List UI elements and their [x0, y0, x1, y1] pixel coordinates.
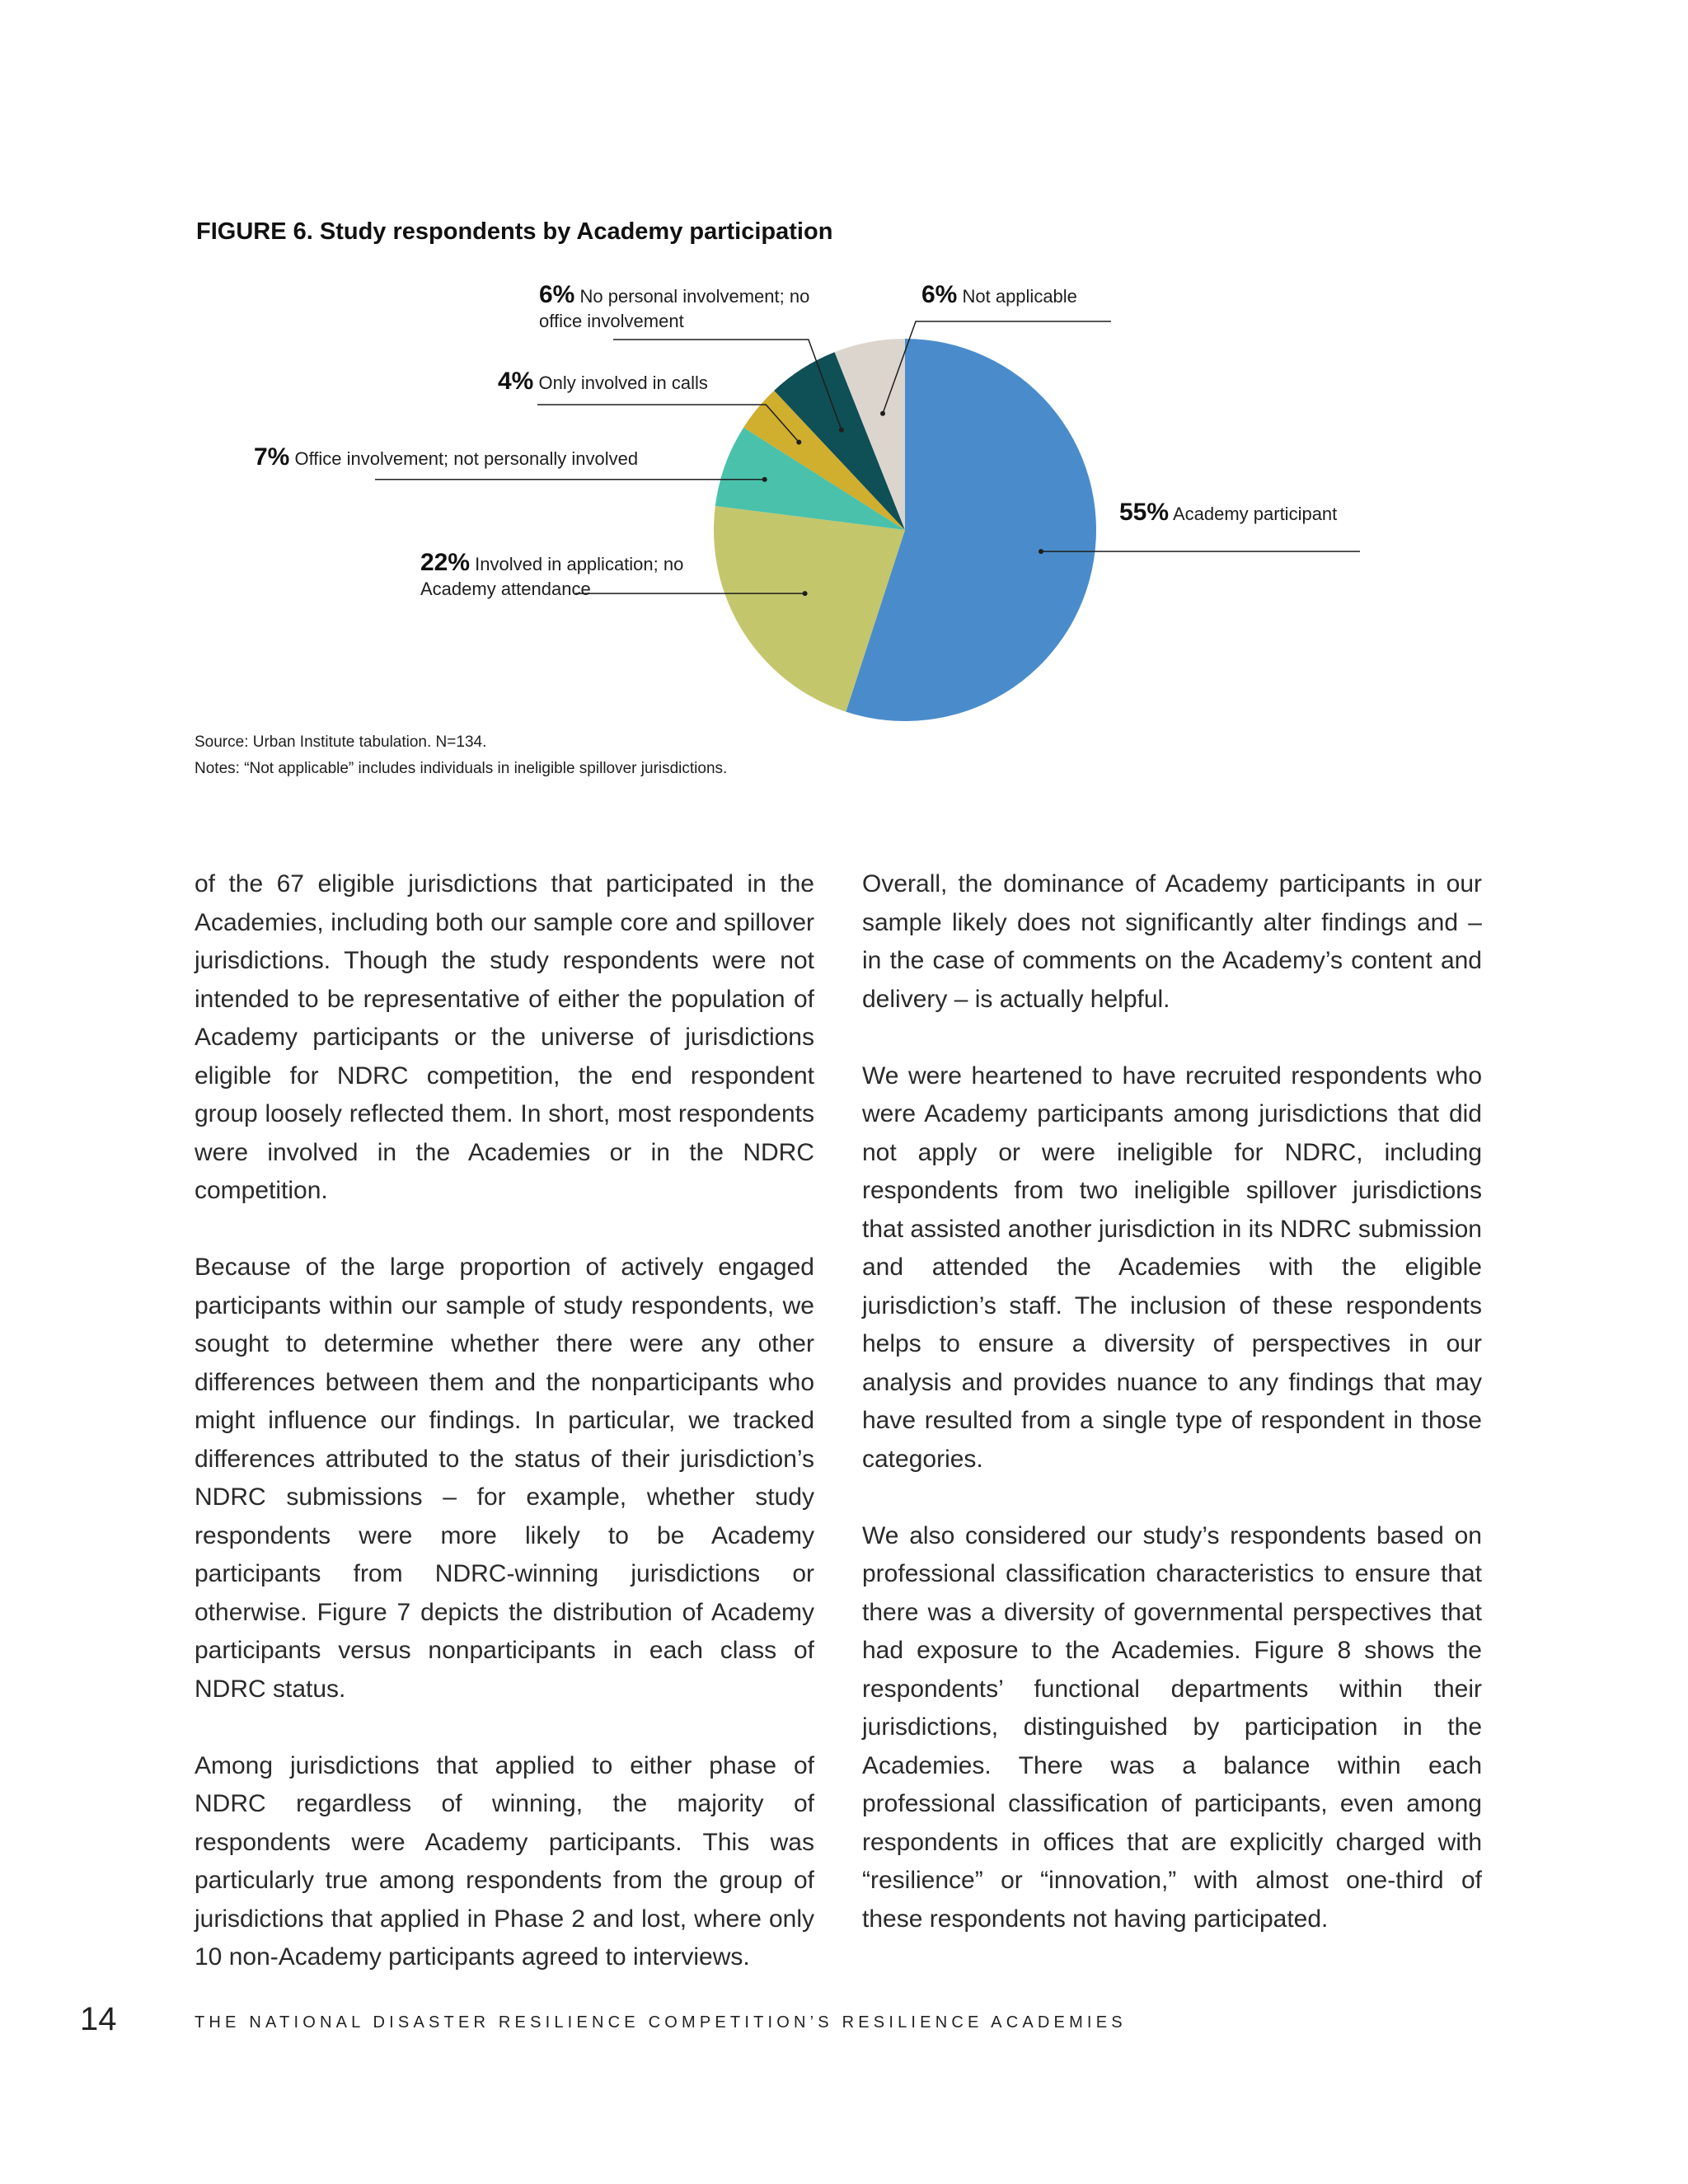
- label-office-involvement: [254, 445, 638, 471]
- label-no-personal-involvement: [539, 283, 852, 334]
- page-number: 14: [80, 2001, 117, 2037]
- label-pct: 6%: [539, 281, 575, 308]
- leader-dot: [839, 428, 844, 433]
- label-pct: 7%: [254, 443, 290, 471]
- body-column-left: [195, 865, 814, 1977]
- label-text: Not applicable: [962, 286, 1077, 307]
- label-text: Academy participant: [1172, 504, 1338, 524]
- label-pct: 4%: [498, 368, 534, 395]
- paragraph: We also considered our study’s respondents based on professional classification characteristics to ensure that there was a diversity of governmental perspectives that had exposure to the Academies. Figure 8 shows the respondents’ functional departments within their jurisdictions, distinguished by participation in the Academies. There was a balance within each professional classification of participants, even among respondents in offices that are explicitly charged with “resilience” or “innovation,” with almost one-third of these respondents not having participated.: [862, 1521, 1482, 1933]
- paragraph: Among jurisdictions that applied to either phase of NDRC regardless of winning, the majority of respondents were Academy participants. This was particularly true among respondents from the group of jurisdictions that applied in Phase 2 and lost, where only 10 non-Academy participants agreed to interviews.: [195, 1751, 814, 1971]
- label-academy-participant: [1119, 500, 1337, 527]
- label-application-no-attendance: [420, 551, 734, 602]
- paragraph: of the 67 eligible jurisdictions that participated in the Academies, including both our sample core and spillover jurisdictions. Though the study respondents were not intended to be representative of either the population of Academy participants or the universe of jurisdictions eligible for NDRC competition, the end respondent group loosely reflected them. In short, most respondents were involved in the Academies or in the NDRC competition.: [195, 870, 814, 1204]
- label-pct: 22%: [420, 549, 471, 576]
- pie-slices: [714, 339, 1096, 721]
- body-column-right: [862, 865, 1482, 1938]
- label-pct: 55%: [1119, 499, 1170, 526]
- running-footer: THE NATIONAL DISASTER RESILIENCE COMPETITION’S RESILIENCE ACADEMIES: [195, 2013, 1127, 2032]
- label-text: Office involvement; not personally involved: [294, 448, 639, 469]
- figure-notes: Notes: “Not applicable” includes individuals in ineligible spillover jurisdictions.: [195, 760, 728, 777]
- label-text: No personal involvement; no office involvement: [539, 286, 810, 331]
- paragraph: We were heartened to have recruited respondents who were Academy participants among jurisdictions that did not apply or were ineligible for NDRC, including respondents from two ineligible spillover jurisdictions that assisted another jurisdiction in its NDRC submission and attended the Academies with the eligible jurisdiction’s staff. The inclusion of these respondents helps to ensure a diversity of perspectives in our analysis and provides nuance to any findings that may have resulted from a single type of respondent in those categories.: [862, 1062, 1482, 1473]
- label-text: Involved in application; no Academy attendance: [420, 554, 684, 599]
- leader-dot: [803, 591, 808, 596]
- leader-dot: [1039, 549, 1043, 554]
- label-text: Only involved in calls: [538, 373, 708, 393]
- figure-title: FIGURE 6. Study respondents by Academy participation: [196, 218, 833, 245]
- leader-dot: [762, 477, 767, 482]
- paragraph: Overall, the dominance of Academy participants in our sample likely does not significantly alter findings and – in the case of comments on the Academy’s content and delivery – is actually helpful.: [862, 870, 1482, 1013]
- label-pct: 6%: [921, 281, 958, 308]
- label-not-applicable: [921, 283, 1077, 309]
- label-only-calls: [498, 369, 708, 396]
- figure-source: Source: Urban Institute tabulation. N=134.: [195, 733, 487, 751]
- leader-dot: [880, 411, 885, 416]
- paragraph: Because of the large proportion of actively engaged participants within our sample of study respondents, we sought to determine whether there were any other differences between them and the nonparticipants who might influence our findings. In particular, we tracked differences attributed to the status of their jurisdiction’s NDRC submissions – for example, whether study respondents were more likely to be Academy participants from NDRC-winning jurisdictions or otherwise. Figure 7 depicts the distribution of Academy participants versus nonparticipants in each class of NDRC status.: [195, 1254, 814, 1703]
- leader-dot: [796, 440, 801, 445]
- pie-chart: [0, 0, 1688, 758]
